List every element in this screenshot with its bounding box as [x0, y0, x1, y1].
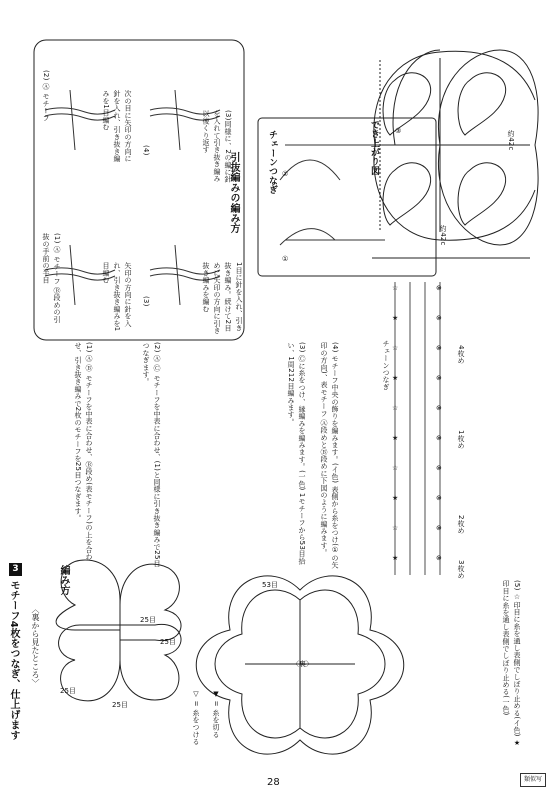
svg-text:⊗: ⊗	[436, 314, 442, 322]
row-label-3: 3枚め	[457, 560, 465, 580]
svg-text:★: ★	[392, 494, 399, 502]
count-label-4: 25目	[112, 701, 128, 709]
chain-label-2: ②	[282, 170, 289, 178]
section-title: モチーフ4枚をつなぎ、仕上げます	[8, 580, 19, 741]
center-label: 〈裏〉	[292, 660, 313, 668]
svg-text:★: ★	[392, 374, 399, 382]
howto-paragraph-5: (5) ☆印目に糸を通し表側でしぼり止める(イ色) ★印目に糸を通し表側でしぼり止める(一色)	[502, 580, 521, 748]
chain-legend: チェーンつなぎ	[382, 340, 390, 391]
svg-text:⊗: ⊗	[436, 494, 442, 502]
hikinuki-step-1: (1) Ⓐ モチーフ Ⓑ段めの引抜の手前の半目	[42, 233, 61, 323]
hikinuki-note-3: 1目に針を入れ、引き抜き編み。続けて2目めに矢印の方向に引き抜き編みを編む	[202, 262, 243, 334]
svg-text:★: ★	[392, 434, 399, 442]
hikinuki-step-2: (2) Ⓐ モチーフ	[42, 70, 50, 122]
svg-text:☆: ☆	[392, 284, 399, 292]
svg-text:☆: ☆	[392, 464, 399, 472]
count-label-2: 25目	[140, 616, 156, 624]
svg-text:★: ★	[392, 314, 399, 322]
key-attach: ▽ = 糸をつける	[192, 690, 200, 746]
svg-text:⊗: ⊗	[436, 344, 442, 352]
hikinuki-note-2: 次の目に矢印の方向に針を入れ、引き抜き編みを1目編む	[102, 90, 132, 162]
svg-text:⊗: ⊗	[436, 554, 442, 562]
count-label-1: 25目	[60, 687, 76, 695]
hikinuki-heading: 引抜編みの編み方	[228, 152, 239, 234]
howto-heading: 編み方	[58, 565, 69, 596]
row-label-4: 4枚め	[457, 345, 465, 365]
howto-paragraph-1: (1) Ⓐ Ⓑ モチーフを中表に合わせ、Ⓑ段め(表モチーフ)の上を合わせ、引き抜き編みで2枚のモチーフを25目つなぎます。	[74, 342, 93, 561]
svg-text:☆: ☆	[392, 344, 399, 352]
hikinuki-note-1: 矢印の方向に針を入れ、引き抜き編みを1目編む	[102, 262, 132, 332]
hikinuki-step-4: (4)	[142, 145, 150, 156]
key-cut: ▼ = 糸を切る	[212, 690, 220, 738]
section-number-box: 3	[9, 563, 22, 576]
finished-heading: でき上がり図	[369, 120, 379, 176]
count-label-5: 53目	[262, 581, 278, 589]
svg-text:☆: ☆	[392, 524, 399, 532]
finished-height: 約42c	[507, 130, 515, 151]
page-number: 28	[267, 777, 280, 788]
chain-label-3: ③	[395, 127, 402, 135]
finished-width: 約42c	[439, 225, 447, 246]
svg-text:⊗: ⊗	[436, 284, 442, 292]
hikinuki-note-4: (3)同様に、2の編に針を入れて引き抜き編み以後くり返す	[202, 110, 232, 183]
svg-text:⊗: ⊗	[436, 464, 442, 472]
howto-paragraph-4: (4) モチーフ中央の飾りを編みます。(イ色) 表側から糸をつけ(①の矢印の方向)、表モチーフ Ⓐ段めとⒷ段めに下図のように編みます。	[320, 342, 339, 569]
chain-heading: チェーンつなぎ	[267, 130, 277, 195]
row-label-1: 1枚め	[457, 430, 465, 450]
svg-text:⊗: ⊗	[436, 374, 442, 382]
svg-text:★: ★	[392, 554, 399, 562]
chain-label-1: ①	[282, 255, 289, 263]
svg-text:☆: ☆	[392, 404, 399, 412]
section-subtitle: 〈裏から見たところ〉	[31, 605, 40, 687]
howto-paragraph-2: (2) Ⓐ Ⓒ モチーフを中表に合わせ、(1)と同様に引き抜き編みで25目つなぎます。	[142, 342, 161, 567]
row-label-2: 2枚め	[457, 515, 465, 535]
count-label-3: 25目	[160, 638, 176, 646]
corner-tag: 類似写	[520, 773, 546, 787]
howto-paragraph-3: (3) Ⓒに糸をつけ、縁編みを編みます。(一色) 1モチーフから53目拾い、1周212目編みます。	[287, 342, 306, 565]
hikinuki-step-3: (3)	[142, 296, 150, 307]
svg-text:⊗: ⊗	[436, 404, 442, 412]
svg-text:⊗: ⊗	[436, 434, 442, 442]
svg-text:⊗: ⊗	[436, 524, 442, 532]
